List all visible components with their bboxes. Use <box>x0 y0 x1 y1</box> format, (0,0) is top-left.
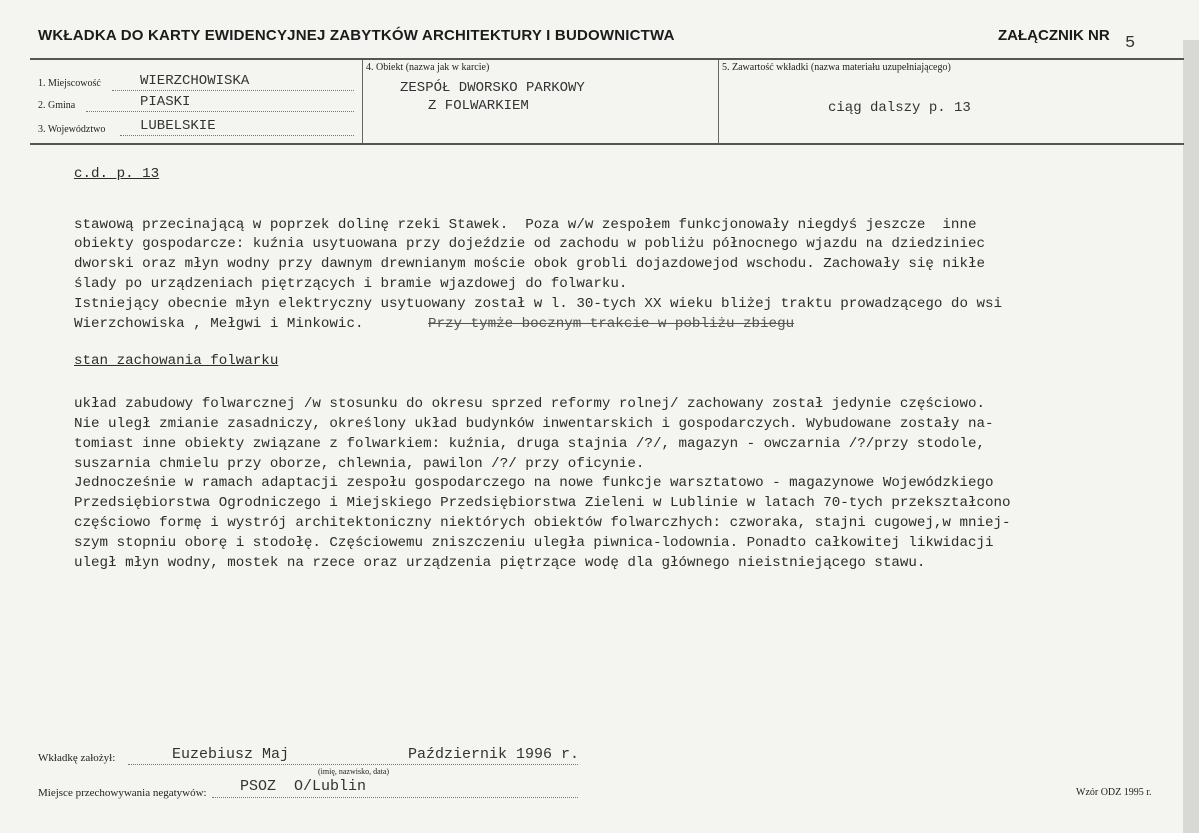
paper-edge <box>1183 40 1199 833</box>
wojewodztwo-line <box>120 135 354 136</box>
miejsce-value: PSOZ O/Lublin <box>240 778 367 795</box>
para1-line: Istniejący obecnie młyn elektryczny usytuowany został w l. 30-tych XX wieku bliżej traktu prowadzącego do wsi <box>74 296 1003 312</box>
attachment-label: ZAŁĄCZNIK NR <box>998 27 1110 44</box>
para2-line: częściowo formę i wystrój architektoniczny niektórych obiektów folwarczhych: czworaka, stajni cugowej,w mniej- <box>74 515 1011 531</box>
zawartosc-value: ciąg dalszy p. 13 <box>828 100 971 116</box>
zalozyl-line <box>128 764 578 765</box>
obiekt-line-2: Z FOLWARKIEM <box>428 98 529 114</box>
para1-line: stawową przecinającą w poprzek dolinę rzeki Stawek. Poza w/w zespołem funkcjonowały niegdyś jeszcze inne <box>74 217 977 233</box>
miejscowosc-line <box>112 90 354 91</box>
gmina-line <box>86 111 354 112</box>
section-heading-continuation: c.d. p. 13 <box>74 166 160 182</box>
header-rule-top <box>30 58 1184 60</box>
wojewodztwo-label: 3. Województwo <box>38 124 106 135</box>
attachment-number: 5 <box>1125 34 1136 53</box>
miejsce-line <box>212 797 578 798</box>
section-heading-condition: stan zachowania folwarku <box>74 353 279 369</box>
zalozyl-caption: (imię, nazwisko, data) <box>318 767 390 776</box>
miejscowosc-value: WIERZCHOWISKA <box>140 73 250 89</box>
para2-line: tomiast inne obiekty związane z folwarkiem: kuźnia, druga stajnia /?/, magazyn - owczarnia /?/przy stodole, <box>74 436 985 452</box>
para1-line: dworski oraz młyn wodny przy dawnym drewnianym moście obok grobli dojazdowejod wschodu. Zachowały się nikłe <box>74 256 985 272</box>
column-divider-1 <box>362 60 363 143</box>
form-version: Wzór ODZ 1995 r. <box>1076 787 1152 798</box>
zalozyl-label: Wkładkę założył: <box>38 752 116 764</box>
para2-line: suszarnia chmielu przy oborze, chlewnia, pawilon /?/ przy oficynie. <box>74 456 645 472</box>
zawartosc-label: 5. Zawartość wkładki (nazwa materiału uzupełniającego) <box>722 62 951 73</box>
para2-line: Przedsiębiorstwa Ogrodniczego i Miejskiego Przedsiębiorstwa Zieleni w Lublinie w latach 70-tych przekształcono <box>74 495 1011 511</box>
obiekt-line-1: ZESPÓŁ DWORSKO PARKOWY <box>400 80 585 96</box>
struck-out-text: Przy tymże bocznym trakcie w pobliżu zbiegu <box>428 316 795 332</box>
zalozyl-name: Euzebiusz Maj <box>172 746 290 763</box>
para2-line: uległ młyn wodny, mostek na rzece oraz urządzenia piętrzące wodę dla głównego nieistniejącego stawu. <box>74 555 926 571</box>
wojewodztwo-value: LUBELSKIE <box>140 118 216 134</box>
miejscowosc-label: 1. Miejscowość <box>38 78 101 89</box>
gmina-label: 2. Gmina <box>38 100 76 111</box>
para2-line: szym stopniu oborę i stodołę. Częściowemu zniszczeniu uległa piwnica-lodownia. Ponadto całkowitej likwidacji <box>74 535 994 551</box>
column-divider-2 <box>718 60 719 143</box>
para2-line: Jednocześnie w ramach adaptacji zespołu gospodarczego na nowe funkcje warsztatowo - magazynowe Wojewódzkiego <box>74 475 994 491</box>
miejsce-label: Miejsce przechowywania negatywów: <box>38 787 207 799</box>
para1-line: Wierzchowiska , Mełgwi i Minkowic. <box>74 316 364 332</box>
zalozyl-date: Październik 1996 r. <box>408 746 580 763</box>
obiekt-label: 4. Obiekt (nazwa jak w karcie) <box>366 62 490 73</box>
gmina-value: PIASKI <box>140 94 191 110</box>
para1-line: ślady po urządzeniach piętrzących i bramie wjazdowej do folwarku. <box>74 276 628 292</box>
para2-line: układ zabudowy folwarcznej /w stosunku do okresu sprzed reformy rolnej/ zachowany został jedynie częściowo. <box>74 396 985 412</box>
para2-line: Nie uległ zmianie zasadniczy, określony układ budynków inwentarskich i gospodarczych. Wybudowane zostały na- <box>74 416 994 432</box>
form-title: WKŁADKA DO KARTY EWIDENCYJNEJ ZABYTKÓW ARCHITEKTURY I BUDOWNICTWA <box>38 27 675 44</box>
para1-line: obiekty gospodarcze: kuźnia usytuowana przy dojeździe od zachodu w pobliżu północnego wjazdu na dziedziniec <box>74 236 985 252</box>
header-rule-bottom <box>30 143 1184 145</box>
